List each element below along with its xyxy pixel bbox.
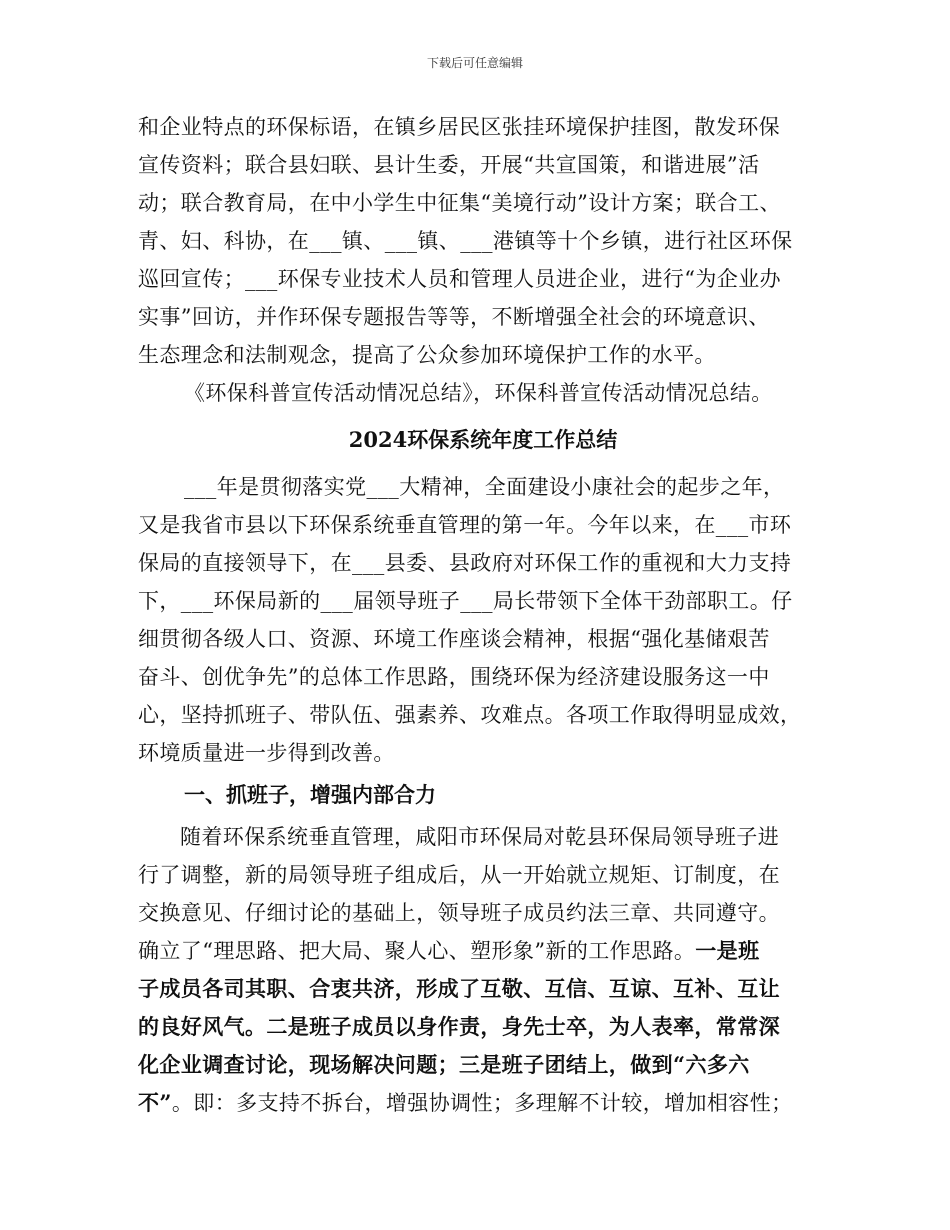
text-line-mixed — [138, 932, 828, 970]
text-span: 。即：多支持不拆台，增强协调性；多理解不计较，增加相容性； — [171, 1091, 793, 1115]
text-span: 确立了“理思路、把大局、聚人心、塑形象”新的工作思路。 — [138, 939, 696, 963]
text-line: ___年是贯彻落实党___大精神，全面建设小康社会的起步之年， — [184, 475, 785, 499]
bold-text-line: 的良好风气。二是班子成员以身作责，身先士卒，为人表率，常常深 — [138, 1014, 780, 1039]
text-line: 环境质量进一步得到改善。 — [138, 741, 395, 765]
document-title: 2024环保系统年度工作总结 — [348, 427, 618, 452]
section-paragraph — [138, 818, 828, 1122]
bold-text-span: 不” — [138, 1090, 172, 1115]
document-body — [138, 108, 828, 1122]
text-line: 奋斗、创优争先”的总体工作思路，围绕环保为经济建设服务这一中 — [138, 665, 770, 689]
text-line: 实事”回访，并作环保专题报告等等，不断增强全社会的环境意识、 — [138, 305, 770, 329]
text-line: 心，坚持抓班子、带队伍、强素养、攻难点。各项工作取得明显成效， — [138, 703, 802, 727]
text-line: 巡回宣传；___环保专业技术人员和管理人员进企业，进行“为企业办 — [138, 267, 782, 291]
text-line: 动；联合教育局，在中小学生中征集“美境行动”设计方案；联合工、 — [138, 191, 781, 215]
text-line: 又是我省市县以下环保系统垂直管理的第一年。今年以来，在___市环 — [138, 513, 792, 537]
bold-text-line: 子成员各司其职、合衷共济，形成了互敬、互信、互谅、互补、互让 — [138, 976, 780, 1001]
bold-text-line: 化企业调查讨论，现场解决问题；三是班子团结上，做到“六多六 — [138, 1052, 750, 1077]
closing-line: 《环保科普宣传活动情况总结》，环保科普宣传活动情况总结。 — [184, 381, 773, 405]
text-line: 生态理念和法制观念，提高了公众参加环境保护工作的水平。 — [138, 343, 716, 367]
intro-paragraph — [138, 108, 828, 374]
section-heading: 一、抓班子，增强内部合力 — [184, 782, 436, 807]
text-line: 和企业特点的环保标语，在镇乡居民区张挂环境保护挂图，散发环保 — [138, 115, 780, 139]
text-line: 行了调整，新的局领导班子组成后，从一开始就立规矩、订制度，在 — [138, 863, 780, 887]
page-header: 下载后可任意编辑 — [426, 56, 523, 70]
text-line: 保局的直接领导下，在___县委、县政府对环保工作的重视和大力支持 — [138, 551, 792, 575]
text-line: 宣传资料；联合县妇联、县计生委，开展“共宣国策，和谐进展”活 — [138, 153, 760, 177]
text-line-mixed — [138, 1084, 828, 1122]
text-line: 随着环保系统垂直管理，咸阳市环保局对乾县环保局领导班子进 — [180, 825, 780, 849]
text-line: 细贯彻各级人口、资源、环境工作座谈会精神，根据“强化基储艰苦 — [138, 627, 770, 651]
text-line: 下，___环保局新的___届领导班子___局长带领下全体干劲部职工。仔 — [138, 589, 793, 613]
bold-text-span: 一是班 — [695, 938, 760, 963]
text-line: 青、妇、科协，在___镇、___镇、___港镇等十个乡镇，进行社区环保 — [138, 229, 793, 253]
summary-paragraph — [138, 468, 828, 772]
text-line: 交换意见、仔细讨论的基础上，领导班子成员约法三章、共同遵守。 — [138, 901, 780, 925]
